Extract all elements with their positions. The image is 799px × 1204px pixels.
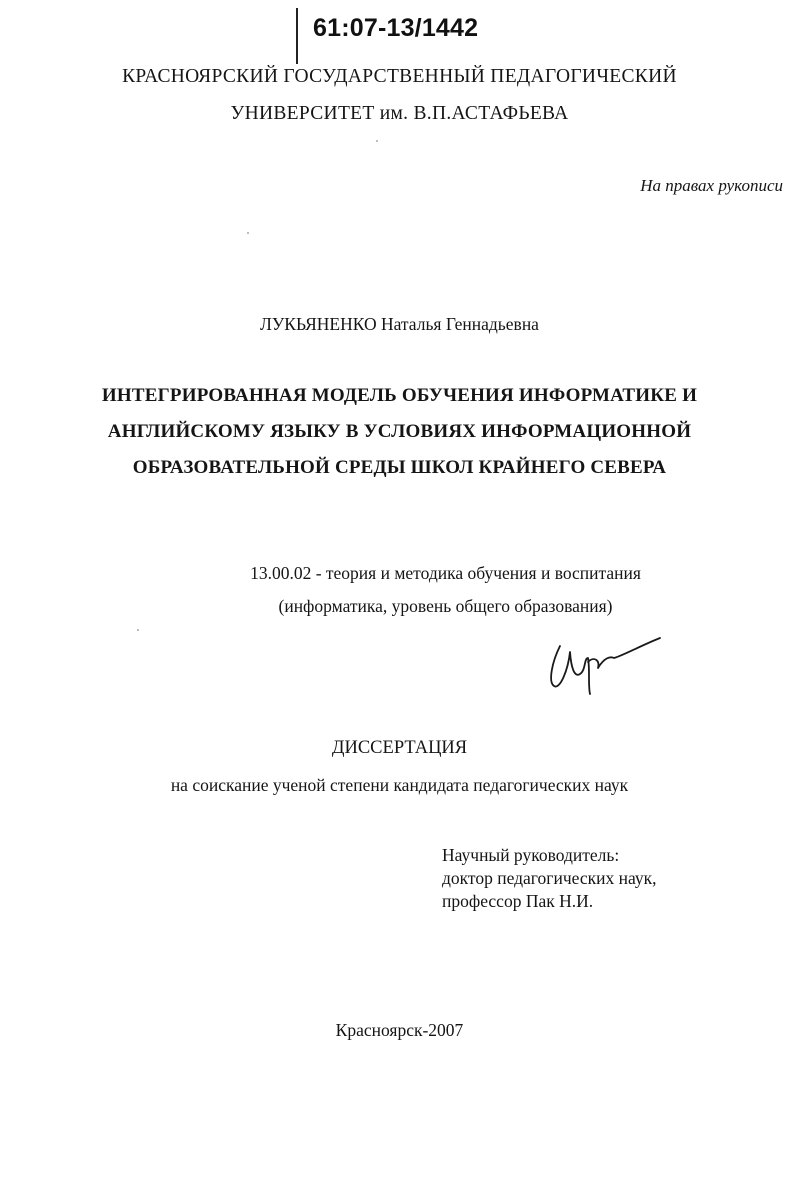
title-line-3: ОБРАЗОВАТЕЛЬНОЙ СРЕДЫ ШКОЛ КРАЙНЕГО СЕВЕРА (132, 457, 667, 478)
dissertation-heading: ДИССЕРТАЦИЯ (331, 738, 468, 758)
title-line-1: ИНТЕГРИРОВАННАЯ МОДЕЛЬ ОБУЧЕНИЯ ИНФОРМАТИКЕ И (101, 385, 698, 406)
title-line-2: АНГЛИЙСКОМУ ЯЗЫКУ В УСЛОВИЯХ ИНФОРМАЦИОННОЙ (107, 421, 692, 442)
scan-speck (376, 140, 378, 142)
supervisor-line-2: доктор педагогических наук, (442, 868, 657, 888)
scan-speck (247, 232, 249, 234)
specialty-line-2: (информатика, уровень общего образования) (278, 596, 613, 616)
degree-line: на соискание ученой степени кандидата педагогических наук (170, 775, 629, 795)
manuscript-note: На правах рукописи (640, 176, 783, 195)
author-name: ЛУКЬЯНЕНКО Наталья Геннадьевна (260, 314, 539, 334)
supervisor-line-1: Научный руководитель: (442, 845, 620, 865)
institution-line-1: КРАСНОЯРСКИЙ ГОСУДАРСТВЕННЫЙ ПЕДАГОГИЧЕСКИЙ (122, 66, 677, 87)
scan-speck (137, 629, 139, 631)
catalog-number: 61:07-13/1442 (313, 14, 479, 42)
city-year: Красноярск-2007 (335, 1020, 464, 1040)
specialty-line-1: 13.00.02 - теория и методика обучения и воспитания (250, 563, 641, 583)
stamp-divider (296, 8, 298, 64)
institution-line-2: УНИВЕРСИТЕТ им. В.П.АСТАФЬЕВА (230, 103, 569, 124)
signature-image (544, 628, 664, 708)
supervisor-line-3: профессор Пак Н.И. (442, 891, 594, 911)
